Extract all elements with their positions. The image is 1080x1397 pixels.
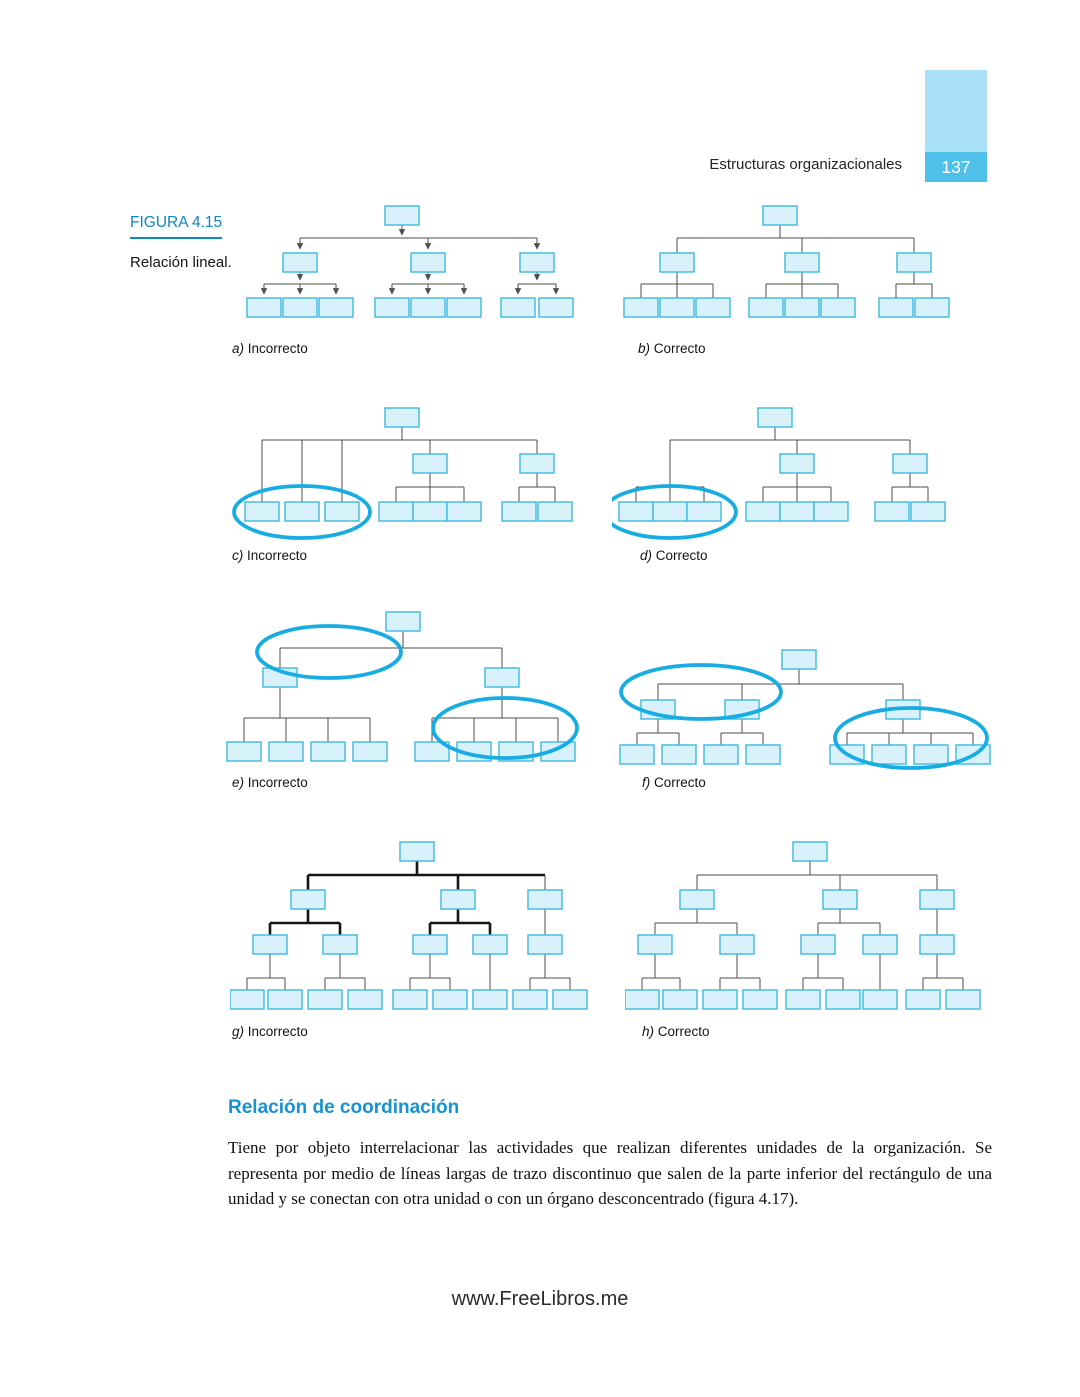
org-box <box>906 990 940 1009</box>
org-box <box>413 502 447 521</box>
org-box <box>823 890 857 909</box>
org-box <box>897 253 931 272</box>
org-box <box>920 935 954 954</box>
org-box <box>269 742 303 761</box>
org-box <box>785 253 819 272</box>
diagram-verdict: Correcto <box>654 775 706 790</box>
org-box <box>911 502 945 521</box>
org-box <box>743 990 777 1009</box>
org-box <box>746 502 780 521</box>
org-box <box>703 990 737 1009</box>
org-box <box>720 935 754 954</box>
org-box <box>780 502 814 521</box>
org-box <box>893 454 927 473</box>
diagram-label-g <box>232 1024 308 1039</box>
org-box <box>353 742 387 761</box>
org-box <box>801 935 835 954</box>
org-box <box>875 502 909 521</box>
org-box <box>413 935 447 954</box>
diagram-verdict: Incorrecto <box>247 341 308 356</box>
org-box <box>793 842 827 861</box>
connectors <box>642 861 963 990</box>
page-number: 137 <box>925 152 987 182</box>
org-chart-d <box>612 402 952 544</box>
org-chart-h <box>625 838 990 1022</box>
org-box <box>680 890 714 909</box>
org-box <box>447 502 481 521</box>
org-box <box>473 990 507 1009</box>
diagram-verdict: Correcto <box>655 548 708 563</box>
org-boxes <box>247 206 573 317</box>
org-box <box>638 935 672 954</box>
org-box <box>749 298 783 317</box>
org-box <box>325 502 359 521</box>
org-box <box>539 298 573 317</box>
org-box <box>763 206 797 225</box>
org-box <box>285 502 319 521</box>
org-box <box>411 253 445 272</box>
org-box <box>393 990 427 1009</box>
diagram-letter: e) <box>232 775 245 790</box>
org-chart-f <box>615 648 993 770</box>
org-box <box>814 502 848 521</box>
org-box <box>619 502 653 521</box>
org-box <box>696 298 730 317</box>
org-box <box>915 298 949 317</box>
org-box <box>758 408 792 427</box>
diagram-label-h <box>642 1024 710 1039</box>
figure-caption: Relación lineal. <box>130 254 232 271</box>
diagram-letter: a) <box>232 341 245 356</box>
org-chart-e <box>222 606 590 780</box>
org-box <box>247 298 281 317</box>
diagram-letter: c) <box>232 548 244 563</box>
org-box <box>528 935 562 954</box>
org-chart-c <box>230 402 590 544</box>
org-box <box>411 298 445 317</box>
org-box <box>501 298 535 317</box>
org-box <box>920 890 954 909</box>
org-box <box>227 742 261 761</box>
org-boxes <box>245 408 572 521</box>
org-box <box>385 206 419 225</box>
org-boxes <box>624 206 949 317</box>
footer-url: www.FreeLibros.me <box>451 1288 629 1310</box>
org-box <box>375 298 409 317</box>
diagram-label-b <box>638 341 706 356</box>
org-box <box>704 745 738 764</box>
org-box <box>441 890 475 909</box>
org-box <box>323 935 357 954</box>
org-box <box>386 612 420 631</box>
org-box <box>946 990 980 1009</box>
org-box <box>379 502 413 521</box>
org-box <box>821 298 855 317</box>
org-boxes <box>619 408 945 521</box>
section-body: Tiene por objeto interrelacionar las actividades que realizan diferentes unidades de la organización. Se representa por medio de líneas largas de trazo discontinuo que salen de la parte inferior del rectángulo de una unidad y se conectan con otra unidad o con un órgano desconcentrado (figura 4.17). <box>228 1138 992 1208</box>
running-head: Estructuras organizacionales <box>709 156 902 173</box>
org-chart-g <box>230 838 590 1022</box>
org-box <box>782 650 816 669</box>
org-box <box>230 990 264 1009</box>
org-box <box>746 745 780 764</box>
org-box <box>245 502 279 521</box>
org-box <box>433 990 467 1009</box>
diagram-label-a <box>232 341 308 356</box>
org-box <box>786 990 820 1009</box>
org-boxes <box>230 842 587 1009</box>
org-box <box>485 668 519 687</box>
org-box <box>538 502 572 521</box>
org-box <box>872 745 906 764</box>
diagram-label-e <box>232 775 308 790</box>
diagram-verdict: Correcto <box>653 341 706 356</box>
org-box <box>662 745 696 764</box>
diagram-letter: h) <box>642 1024 655 1039</box>
org-chart-a <box>230 205 590 319</box>
org-box <box>625 990 659 1009</box>
connectors <box>262 427 555 502</box>
diagram-letter: g) <box>232 1024 245 1039</box>
org-box <box>826 990 860 1009</box>
org-box <box>268 990 302 1009</box>
org-box <box>291 890 325 909</box>
org-box <box>308 990 342 1009</box>
org-box <box>348 990 382 1009</box>
org-box <box>687 502 721 521</box>
org-box <box>663 990 697 1009</box>
org-box <box>319 298 353 317</box>
org-box <box>502 502 536 521</box>
org-box <box>653 502 687 521</box>
diagram-verdict: Correcto <box>657 1024 710 1039</box>
connectors <box>247 861 570 990</box>
org-box <box>311 742 345 761</box>
highlight-ellipse <box>257 626 401 678</box>
diagram-label-d <box>640 548 708 563</box>
figure-label: FIGURA 4.15 <box>130 214 222 239</box>
org-box <box>513 990 547 1009</box>
org-box <box>624 298 658 317</box>
diagram-letter: d) <box>640 548 653 563</box>
org-box <box>863 990 897 1009</box>
org-box <box>283 253 317 272</box>
page-edge-tab <box>925 70 987 152</box>
diagram-letter: f) <box>642 775 651 790</box>
diagram-label-f <box>642 775 706 790</box>
org-box <box>413 454 447 473</box>
org-box <box>660 253 694 272</box>
org-box <box>253 935 287 954</box>
highlight-ellipse <box>621 665 781 719</box>
org-box <box>620 745 654 764</box>
org-box <box>553 990 587 1009</box>
diagram-letter: b) <box>638 341 651 356</box>
diagram-verdict: Incorrecto <box>247 548 308 563</box>
org-box <box>473 935 507 954</box>
org-box <box>447 298 481 317</box>
org-box <box>520 454 554 473</box>
section-heading: Relación de coordinación <box>228 1097 460 1118</box>
org-box <box>385 408 419 427</box>
org-box <box>914 745 948 764</box>
org-box <box>660 298 694 317</box>
org-box <box>520 253 554 272</box>
org-box <box>780 454 814 473</box>
org-box <box>528 890 562 909</box>
org-box <box>879 298 913 317</box>
org-box <box>785 298 819 317</box>
diagram-label-c <box>232 548 307 563</box>
diagram-verdict: Incorrecto <box>247 1024 308 1039</box>
org-box <box>400 842 434 861</box>
diagram-verdict: Incorrecto <box>247 775 308 790</box>
org-box <box>283 298 317 317</box>
org-box <box>863 935 897 954</box>
org-chart-b <box>622 205 952 319</box>
